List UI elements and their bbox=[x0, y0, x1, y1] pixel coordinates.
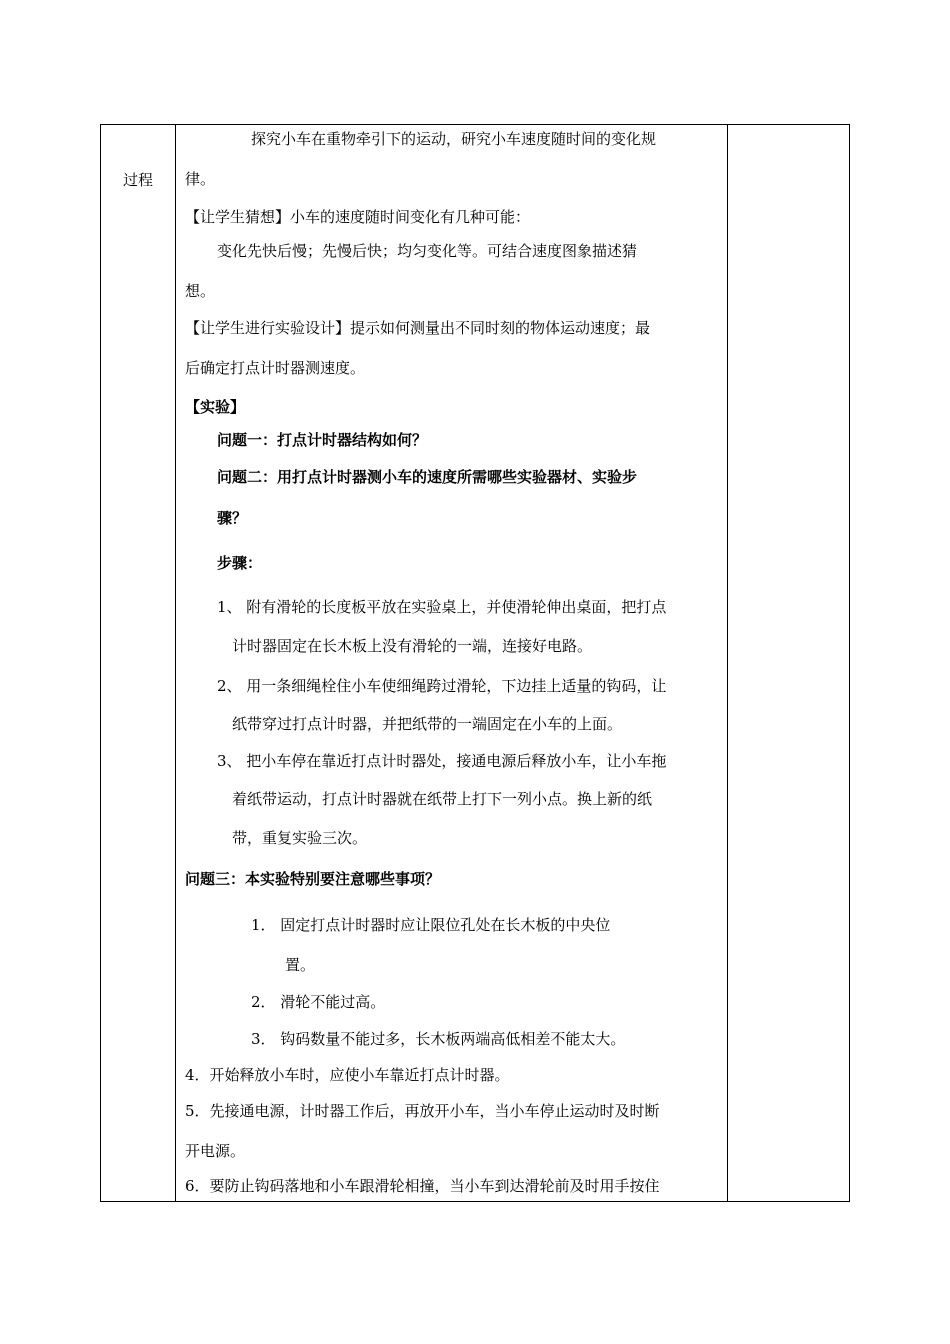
content-line: 后确定打点计时器测速度。 bbox=[185, 359, 366, 377]
column-divider bbox=[175, 125, 176, 1201]
content-line: 1． 固定打点计时器时应让限位孔处在长木板的中央位 bbox=[251, 916, 611, 934]
content-line: 开电源。 bbox=[185, 1142, 246, 1160]
content-line: 【让学生猜想】小车的速度随时间变化有几种可能： bbox=[185, 208, 531, 226]
content-line: 2． 滑轮不能过高。 bbox=[251, 993, 386, 1011]
content-line: 问题一：打点计时器结构如何？ bbox=[217, 431, 428, 449]
content-line: 变化先快后慢；先慢后快；均匀变化等。可结合速度图象描述猜 bbox=[217, 242, 638, 260]
content-line: 4．开始释放小车时，应使小车靠近打点计时器。 bbox=[185, 1066, 510, 1084]
content-line: 着纸带运动，打点计时器就在纸带上打下一列小点。换上新的纸 bbox=[232, 790, 653, 808]
content-line: 6．要防止钩码落地和小车跟滑轮相撞，当小车到达滑轮前及时用手按住 bbox=[185, 1177, 660, 1195]
content-line: 想。 bbox=[185, 282, 216, 300]
content-line: 3． 钩码数量不能过多，长木板两端高低相差不能太大。 bbox=[251, 1030, 626, 1048]
content-line: 步骤： bbox=[217, 554, 263, 572]
content-line: 探究小车在重物牵引下的运动，研究小车速度随时间的变化规 bbox=[251, 130, 657, 148]
column-divider bbox=[727, 125, 728, 1201]
content-line: 问题二：用打点计时器测小车的速度所需哪些实验器材、实验步 bbox=[217, 468, 638, 486]
content-line: 带，重复实验三次。 bbox=[232, 829, 368, 847]
row-label: 过程 bbox=[122, 171, 153, 189]
content-line: 律。 bbox=[185, 170, 216, 188]
content-line: 5．先接通电源，计时器工作后，再放开小车，当小车停止运动时及时断 bbox=[185, 1102, 660, 1120]
lesson-table bbox=[100, 124, 850, 1202]
content-line: 【让学生进行实验设计】提示如何测量出不同时刻的物体运动速度；最 bbox=[185, 319, 651, 337]
content-line: 1、 附有滑轮的长度板平放在实验桌上，并使滑轮伸出桌面，把打点 bbox=[217, 598, 667, 616]
content-line: 置。 bbox=[285, 956, 316, 974]
content-line: 3、 把小车停在靠近打点计时器处，接通电源后释放小车，让小车拖 bbox=[217, 752, 667, 770]
content-line: 计时器固定在长木板上没有滑轮的一端，连接好电路。 bbox=[232, 637, 593, 655]
content-line: 2、 用一条细绳栓住小车使细绳跨过滑轮，下边挂上适量的钩码，让 bbox=[217, 677, 667, 695]
content-line: 问题三：本实验特别要注意哪些事项？ bbox=[185, 870, 441, 888]
content-line: 骤？ bbox=[217, 509, 248, 527]
content-line: 纸带穿过打点计时器，并把纸带的一端固定在小车的上面。 bbox=[232, 715, 623, 733]
content-line: 【实验】 bbox=[185, 398, 246, 416]
